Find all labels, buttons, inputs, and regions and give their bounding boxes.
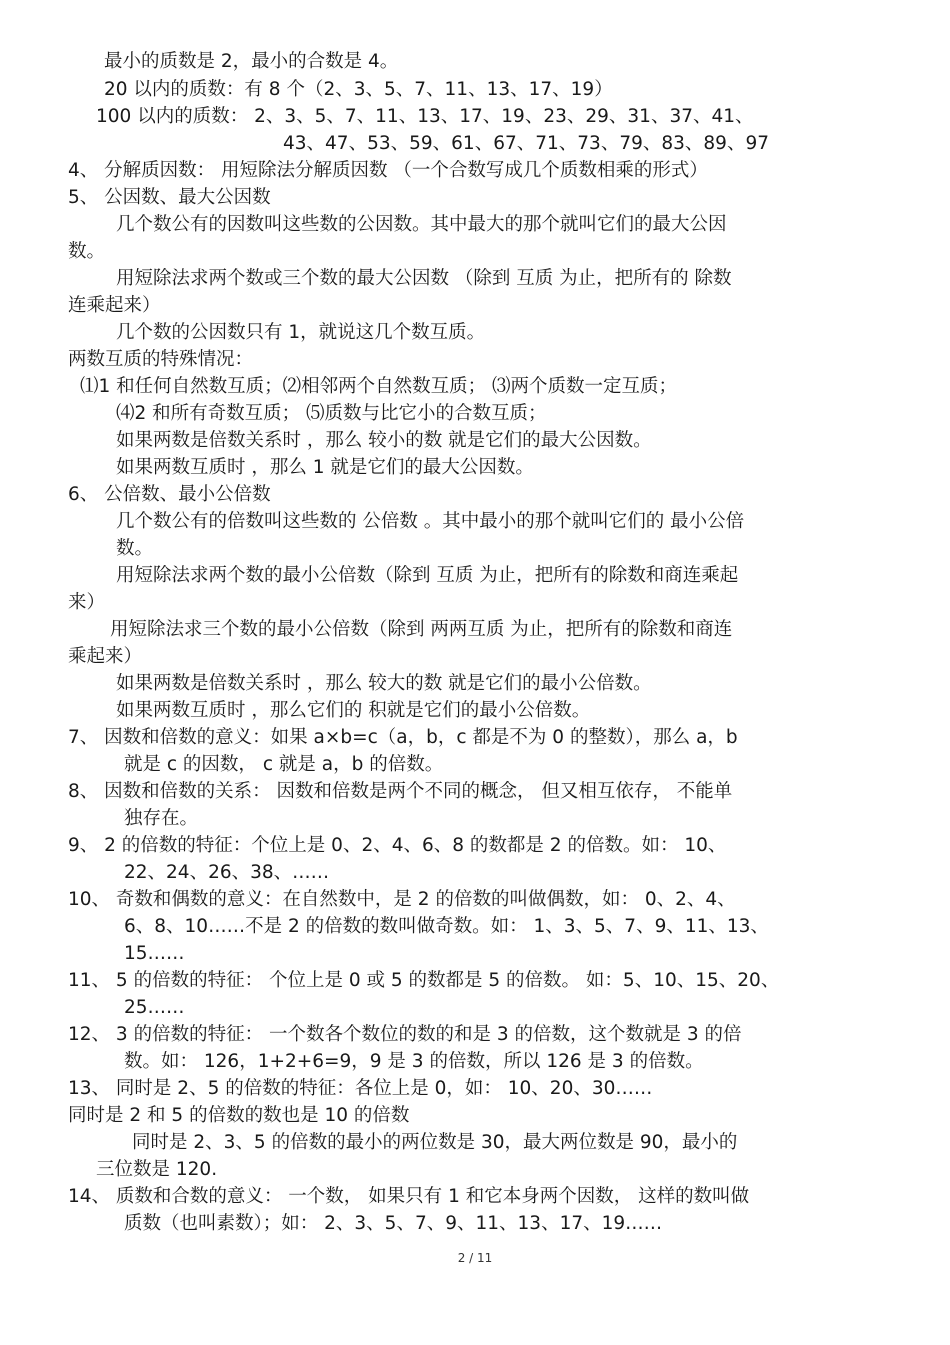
text-line: 13、 同时是 2、5 的倍数的特征：各位上是 0，如： 10、20、30…… [68, 1078, 653, 1099]
text-line: 同时是 2、3、5 的倍数的最小的两位数是 30，最大两位数是 90，最小的 [132, 1132, 738, 1153]
text-line: 来） [68, 592, 106, 613]
text-line: 用短除法求三个数的最小公倍数（除到 两两互质 为止，把所有的除数和商连 [110, 619, 733, 640]
text-line: 14、 质数和合数的意义： 一个数， 如果只有 1 和它本身两个因数， 这样的数叫做 [68, 1186, 750, 1207]
text-line: 25…… [124, 997, 185, 1018]
text-line: 15…… [124, 943, 185, 964]
text-line: 如果两数是倍数关系时 ，那么 较小的数 就是它们的最大公因数。 [116, 430, 652, 451]
text-line: 100 以内的质数： 2、3、5、7、11、13、17、19、23、29、31、37、41、 [96, 106, 754, 127]
text-line: 几个数公有的倍数叫这些数的 公倍数 。其中最小的那个就叫它们的 最小公倍 [116, 511, 745, 532]
section-heading: 6、 公倍数、最小公倍数 [68, 484, 271, 505]
text-line: 用短除法求两个数的最小公倍数（除到 互质 为止，把所有的除数和商连乘起 [116, 565, 739, 586]
text-line: 9、 2 的倍数的特征：个位上是 0、2、4、6、8 的数都是 2 的倍数。如： 10、 [68, 835, 727, 856]
text-line: 几个数的公因数只有 1，就说这几个数互质。 [116, 322, 486, 343]
text-line: 10、 奇数和偶数的意义：在自然数中，是 2 的倍数的叫做偶数，如： 0、2、4、 [68, 889, 736, 910]
text-line: 数。 [116, 538, 154, 559]
text-line: 6、8、10……不是 2 的倍数的数叫做奇数。如： 1、3、5、7、9、11、13、 [124, 916, 769, 937]
text-line: 12、 3 的倍数的特征： 一个数各个数位的数的和是 3 的倍数，这个数就是 3 的倍 [68, 1024, 742, 1045]
text-line: 用短除法求两个数或三个数的最大公因数 （除到 互质 为止，把所有的 除数 [116, 268, 732, 289]
text-line: 22、24、26、38、…… [124, 862, 330, 883]
text-line: 独存在。 [124, 808, 199, 829]
text-line: ⑷2 和所有奇数互质； ⑸质数与比它小的合数互质； [116, 403, 547, 424]
text-line: 20 以内的质数：有 8 个（2、3、5、7、11、13、17、19） [104, 79, 613, 100]
text-line: 几个数公有的因数叫这些数的公因数。其中最大的那个就叫它们的最大公因 [116, 214, 727, 235]
text-line: 数。 [68, 241, 106, 262]
text-line: 7、 因数和倍数的意义：如果 a×b=c（a，b，c 都是不为 0 的整数），那么 a，b [68, 727, 738, 748]
text-line: 43、47、53、59、61、67、71、73、79、83、89、97 [283, 133, 769, 154]
text-line: 最小的质数是 2，最小的合数是 4。 [104, 51, 399, 72]
text-line: ⑴1 和任何自然数互质；⑵相邻两个自然数互质； ⑶两个质数一定互质； [80, 376, 678, 397]
text-line: 数。如： 126，1+2+6=9，9 是 3 的倍数，所以 126 是 3 的倍数。 [124, 1051, 704, 1072]
text-line: 乘起来） [68, 646, 143, 667]
text-line: 连乘起来） [68, 295, 161, 316]
text-line: 质数（也叫素数）；如： 2、3、5、7、9、11、13、17、19…… [124, 1213, 663, 1234]
page-number: 2 / 11 [457, 1251, 493, 1265]
text-line: 8、 因数和倍数的关系： 因数和倍数是两个不同的概念， 但又相互依存， 不能单 [68, 781, 733, 802]
text-line: 两数互质的特殊情况： [68, 349, 254, 370]
section-heading: 4、 分解质因数： 用短除法分解质因数 （一个合数写成几个质数相乘的形式） [68, 160, 708, 181]
text-line: 如果两数互质时 ，那么它们的 积就是它们的最小公倍数。 [116, 700, 591, 721]
section-heading: 5、 公因数、最大公因数 [68, 187, 271, 208]
text-line: 就是 c 的因数， c 就是 a，b 的倍数。 [124, 754, 444, 775]
text-line: 如果两数是倍数关系时 ，那么 较大的数 就是它们的最小公倍数。 [116, 673, 652, 694]
text-line: 如果两数互质时 ，那么 1 就是它们的最大公因数。 [116, 457, 534, 478]
text-line: 同时是 2 和 5 的倍数的数也是 10 的倍数 [68, 1105, 410, 1126]
text-line: 三位数是 120. [96, 1159, 218, 1180]
text-line: 11、 5 的倍数的特征： 个位上是 0 或 5 的数都是 5 的倍数。 如：5、10、15、20、 [68, 970, 780, 991]
